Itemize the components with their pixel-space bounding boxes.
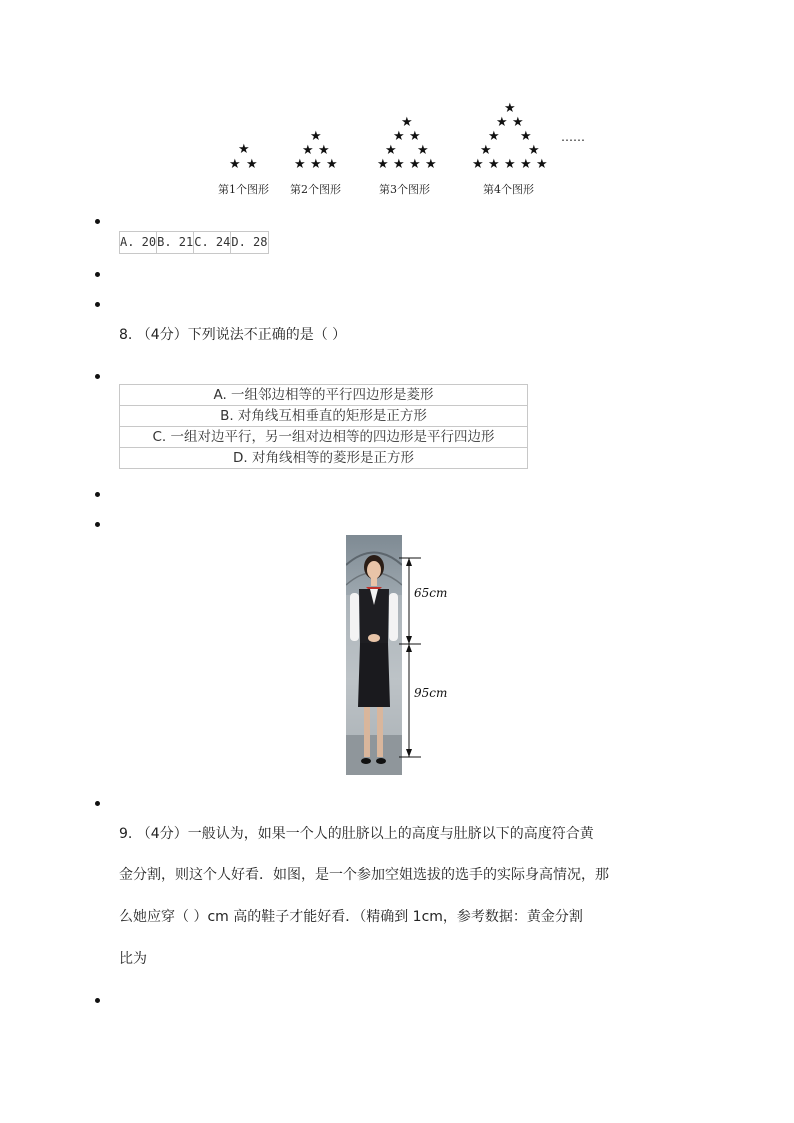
- star-icon: ★: [310, 157, 322, 172]
- q9-line-4: 比为: [119, 951, 147, 967]
- lower-height-label: 95cm: [414, 686, 448, 700]
- list-bullet: [95, 302, 100, 307]
- star-icon: ★: [393, 129, 405, 144]
- star-icon: ★: [302, 143, 314, 158]
- q7-options-row: [119, 231, 269, 254]
- star-icon: ★: [318, 143, 330, 158]
- star-icon: ★: [512, 115, 524, 130]
- star-icon: ★: [417, 143, 429, 158]
- star-icon: ★: [409, 157, 421, 172]
- q8-option-c[interactable]: C. 一组对边平行，另一组对边相等的四边形是平行四边形: [120, 427, 528, 448]
- star-icon: ★: [393, 157, 405, 172]
- list-bullet: [95, 219, 100, 224]
- q7-option-d[interactable]: D. 28: [230, 232, 267, 253]
- star-icon: ★: [246, 157, 258, 172]
- list-bullet: [95, 492, 100, 497]
- star-icon: ★: [425, 157, 437, 172]
- star-icon: ★: [409, 129, 421, 144]
- figure-3-label: 第3个图形: [379, 183, 430, 196]
- q7-option-a[interactable]: A. 20: [120, 235, 157, 249]
- figure-1-label: 第1个图形: [218, 183, 269, 196]
- stewardess-photo: [346, 535, 402, 775]
- upper-height-label: 65cm: [414, 586, 448, 600]
- star-icon: ★: [520, 129, 532, 144]
- q8-stem: 8. （4分）下列说法不正确的是（ ）: [119, 327, 347, 343]
- q8-option-b[interactable]: B. 对角线互相垂直的矩形是正方形: [120, 406, 528, 427]
- figure-2-label: 第2个图形: [290, 183, 341, 196]
- star-icon: ★: [472, 157, 484, 172]
- star-icon: ★: [377, 157, 389, 172]
- list-bullet: [95, 998, 100, 1003]
- star-icon: ★: [238, 142, 250, 157]
- star-icon: ★: [488, 157, 500, 172]
- stewardess-illustration: [346, 535, 402, 775]
- height-dimension-lines: [395, 552, 425, 762]
- star-icon: ★: [294, 157, 306, 172]
- star-icon: ★: [496, 115, 508, 130]
- list-bullet: [95, 522, 100, 527]
- q7-option-b[interactable]: B. 21: [156, 232, 193, 253]
- star-icon: ★: [326, 157, 338, 172]
- figure-4-label: 第4个图形: [483, 183, 534, 196]
- list-bullet: [95, 374, 100, 379]
- q9-line-2: 金分割，则这个人好看．如图，是一个参加空姐选拔的选手的实际身高情况，那: [119, 867, 609, 883]
- star-icon: ★: [504, 101, 516, 116]
- q8-option-d[interactable]: D. 对角线相等的菱形是正方形: [120, 448, 528, 469]
- star-icon: ★: [528, 143, 540, 158]
- continuation-ellipsis: ……: [561, 130, 585, 144]
- list-bullet: [95, 801, 100, 806]
- star-icon: ★: [536, 157, 548, 172]
- star-icon: ★: [401, 115, 413, 130]
- q7-option-c[interactable]: C. 24: [193, 232, 230, 253]
- star-icon: ★: [488, 129, 500, 144]
- star-icon: ★: [504, 157, 516, 172]
- q8-option-a[interactable]: A. 一组邻边相等的平行四边形是菱形: [120, 385, 528, 406]
- star-icon: ★: [310, 129, 322, 144]
- list-bullet: [95, 272, 100, 277]
- star-icon: ★: [385, 143, 397, 158]
- star-icon: ★: [229, 157, 241, 172]
- star-pattern-figures: [0, 0, 794, 210]
- star-icon: ★: [520, 157, 532, 172]
- q8-options-table: [119, 384, 528, 469]
- q9-line-1: 9. （4分）一般认为，如果一个人的肚脐以上的高度与肚脐以下的高度符合黄: [119, 826, 594, 842]
- q9-line-3: 么她应穿（ ）cm 高的鞋子才能好看．（精确到 1cm，参考数据：黄金分割: [119, 909, 583, 925]
- star-icon: ★: [480, 143, 492, 158]
